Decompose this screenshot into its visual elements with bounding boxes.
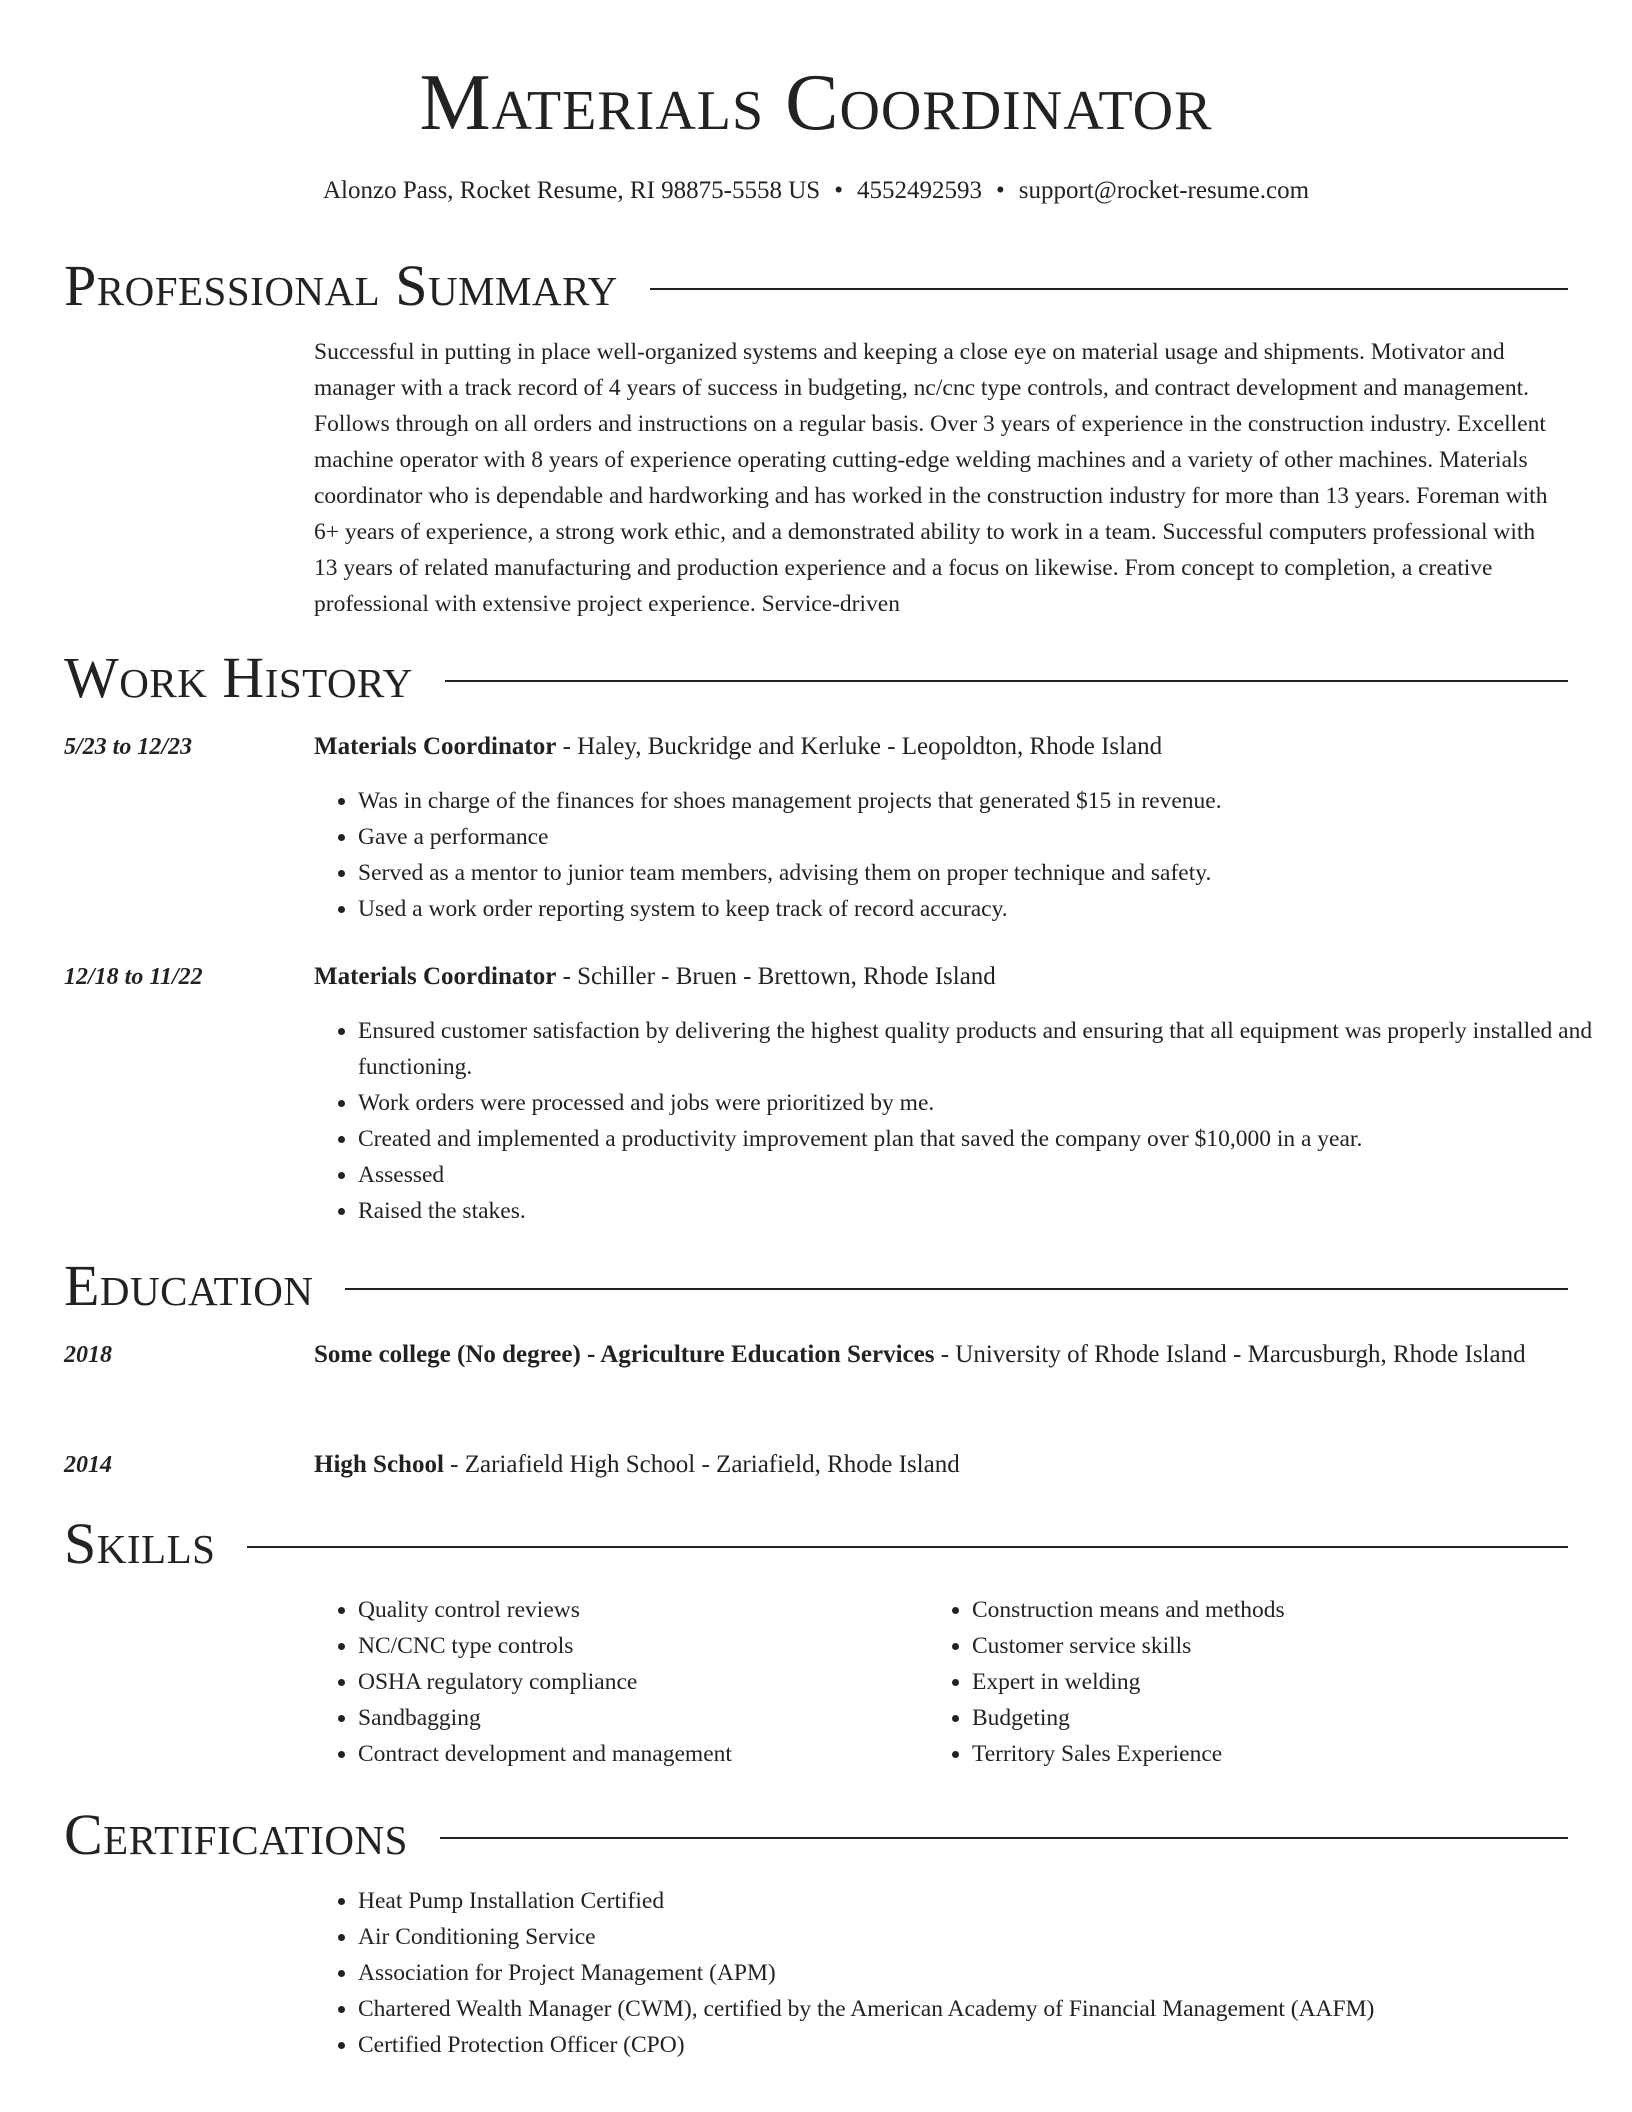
list-item: • Assessed [358,1157,1598,1193]
certifications-section-header [64,1803,1568,1867]
job-title: Materials Coordinator [314,733,557,760]
education-year: 2018 [64,1342,112,1368]
summary-section-header [64,254,1568,318]
contact-separator: • [834,177,843,204]
skills-heading: Skills [64,1511,216,1576]
list-item: • Created and implemented a productivity improvement plan that saved the company over $10,000 in a year. [358,1121,1598,1157]
job-title-line [314,727,1564,767]
job-bullets [314,1013,1598,1229]
certification-item: • Heat Pump Installation Certified [358,1883,1598,1919]
list-item: • Raised the stakes. [358,1193,1598,1229]
contact-email[interactable]: support@rocket-resume.com [1018,177,1310,204]
section-divider [650,288,1568,290]
skill-item: • Expert in welding [972,1664,1572,1700]
list-item: • Ensured customer satisfaction by delivering the highest quality products and ensuring that all equipment was properly installed and functioning. [358,1013,1598,1085]
contact-address: Alonzo Pass, Rocket Resume, RI 98875-5558 US [322,177,821,204]
skills-list-right [928,1592,1572,1772]
certifications-heading: Certifications [64,1802,408,1867]
job-dates: 5/23 to 12/23 [64,734,193,760]
job-dates: 12/18 to 11/22 [64,964,203,990]
skills-list-left [314,1592,958,1772]
list-item: • Was in charge of the finances for shoes management projects that generated $15 in revenue. [358,783,1598,819]
skill-item: • Contract development and management [358,1736,958,1772]
skill-item: • NC/CNC type controls [358,1628,958,1664]
resume-title: Materials Coordinator [419,59,1213,147]
education-school: - University of Rhode Island - Marcusburgh, Rhode Island [934,1341,1526,1368]
job-title-line [314,957,1564,997]
education-section-header [64,1254,1568,1318]
section-divider [247,1546,1568,1548]
education-degree: High School [314,1451,444,1478]
skill-item: • Construction means and methods [972,1592,1572,1628]
job-title: Materials Coordinator [314,963,557,990]
work-section-header [64,646,1568,710]
job-employer: - Haley, Buckridge and Kerluke - Leopoldton, Rhode Island [556,733,1163,760]
skill-item: • Customer service skills [972,1628,1572,1664]
skill-item: • Budgeting [972,1700,1572,1736]
certification-item: • Association for Project Management (APM) [358,1955,1598,1991]
list-item: • Used a work order reporting system to keep track of record accuracy. [358,891,1598,927]
section-divider [445,680,1568,682]
certification-item: • Air Conditioning Service [358,1919,1598,1955]
summary-text: Successful in putting in place well-organized systems and keeping a close eye on material usage and shipments. Motivator and manager with a track record of 4 years of success in budgeting, nc/cnc type controls, and contract development and management. Follows through on all orders and instructions on a regular basis. Over 3 years of experience in the construction industry. Excellent machine operator with 8 years of experience operating cutting-edge welding machines and a variety of other machines. Materials coordinator who is dependable and hardworking and has worked in the construction industry for more than 13 years. Foreman with 6+ years of experience, a strong work ethic, and a demonstrated ability to work in a team. Successful computers professional with 13 years of related manufacturing and production experience and a focus on likewise. From concept to completion, a creative professional with extensive project experience. Service-driven [314,339,1548,617]
skill-item: • OSHA regulatory compliance [358,1664,958,1700]
skill-item: • Sandbagging [358,1700,958,1736]
education-heading: Education [64,1253,314,1318]
certification-item: • Chartered Wealth Manager (CWM), certified by the American Academy of Financial Management (AAFM) [358,1991,1598,2027]
job-employer: - Schiller - Bruen - Brettown, Rhode Island [556,963,996,990]
list-item: • Work orders were processed and jobs were prioritized by me. [358,1085,1598,1121]
skills-section-header [64,1512,1568,1576]
summary-heading: Professional Summary [64,253,618,318]
certification-item: • Certified Protection Officer (CPO) [358,2027,1598,2063]
section-divider [440,1837,1568,1839]
education-year: 2014 [64,1452,112,1478]
contact-phone: 4552492593 [856,177,982,204]
education-entry [314,1445,1564,1485]
education-entry [314,1335,1564,1375]
certifications-list [314,1883,1598,2063]
contact-line [64,174,1568,208]
education-school: - Zariafield High School - Zariafield, Rhode Island [443,1451,960,1478]
list-item: • Served as a mentor to junior team members, advising them on proper technique and safety. [358,855,1598,891]
skill-item: • Territory Sales Experience [972,1736,1572,1772]
job-bullets [314,783,1598,927]
section-divider [345,1288,1568,1290]
skill-item: • Quality control reviews [358,1592,958,1628]
work-heading: Work History [64,645,413,710]
education-degree: Some college (No degree) - Agriculture Education Services [314,1341,935,1368]
contact-separator: • [995,177,1005,204]
list-item: • Gave a performance [358,819,1598,855]
